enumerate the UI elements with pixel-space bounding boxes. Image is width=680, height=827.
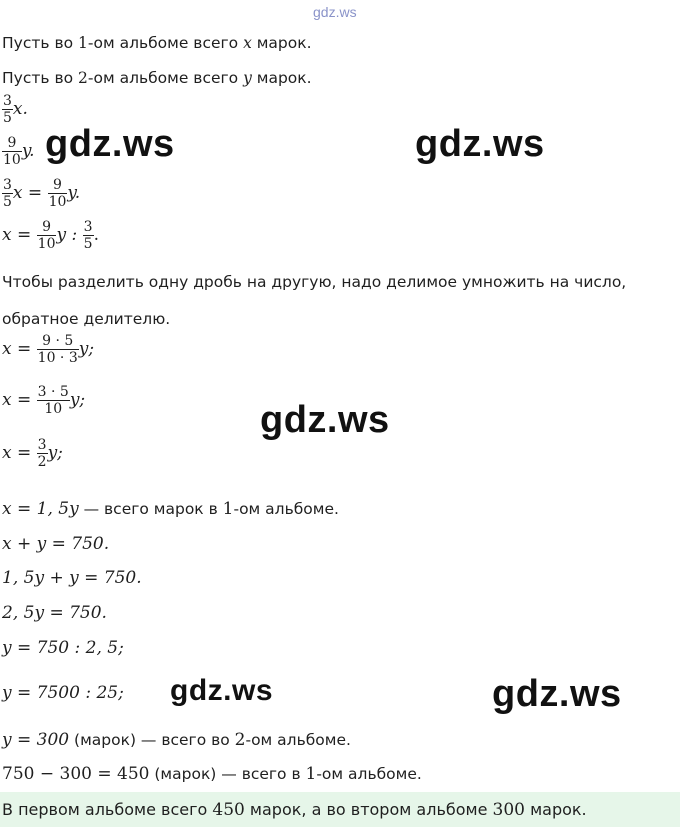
formula-substitute: 1, 5y + y = 750.: [2, 568, 142, 588]
formula-three-fifths-x: [2, 94, 28, 125]
watermark: gdz.ws: [170, 674, 274, 707]
text: марок.: [251, 34, 312, 52]
line-x-equals: x = 1, 5y — всего марок в 1-ом альбоме.: [2, 499, 339, 519]
rule-text-line1: Чтобы разделить одну дробь на другую, надо делимое умножить на число,: [2, 273, 627, 291]
watermark: gdz.ws: [45, 123, 175, 165]
formula-equation: $\frac{3}{5}$ x = $\frac{9}{10}$ y.: [3, 177, 81, 210]
watermark: gdz.ws: [260, 399, 390, 441]
line-y-result: y = 300 (марок) — всего во 2-ом альбоме.: [2, 730, 351, 750]
watermark: gdz.ws: [415, 123, 545, 165]
rule-text-line2: обратное делителю.: [2, 310, 171, 328]
text: -ом альбоме всего: [87, 34, 244, 52]
formula-nine-tenths-y: [2, 136, 35, 167]
line-album1-intro: [2, 34, 312, 52]
line-x-result: 750 − 300 = 450 (марок) — всего в 1-ом альбоме.: [2, 764, 422, 784]
fraction: $\frac{9}{10}$: [3, 135, 21, 168]
formula-simplified: x = $\frac{3}{2}$ y;: [2, 437, 63, 470]
text: Пусть во: [2, 34, 78, 52]
line-album2-intro: [2, 69, 312, 87]
formula-x-division: x = $\frac{9}{10}$ y : $\frac{3}{5}$ .: [2, 219, 99, 252]
formula-combine: 2, 5y = 750.: [2, 603, 107, 623]
variable: x.: [12, 99, 28, 119]
formula-solve-y-scaled: y = 7500 : 25;: [2, 683, 124, 703]
text: -ом альбоме всего: [87, 69, 244, 87]
variable: y: [243, 69, 252, 87]
number: 1: [78, 34, 88, 52]
formula-solve-y: y = 750 : 2, 5;: [2, 638, 124, 658]
top-watermark: gdz.ws: [313, 4, 357, 20]
number: 2: [78, 69, 88, 87]
formula-multiply-step: x = $\frac{9 \cdot 5}{10 \cdot 3}$ y;: [2, 333, 95, 366]
fraction: $\frac{3}{5}$: [3, 93, 12, 126]
text: Пусть во: [2, 69, 78, 87]
watermark: gdz.ws: [492, 673, 622, 715]
text: марок.: [251, 69, 312, 87]
variable: x: [243, 34, 252, 52]
variable: y.: [21, 141, 35, 161]
formula-reduce-step: x = $\frac{3 \cdot 5}{10}$ y;: [2, 384, 86, 417]
formula-sum: x + y = 750.: [2, 534, 110, 554]
answer-text: В первом альбоме всего 450 марок, а во втором альбоме 300 марок.: [2, 800, 587, 820]
